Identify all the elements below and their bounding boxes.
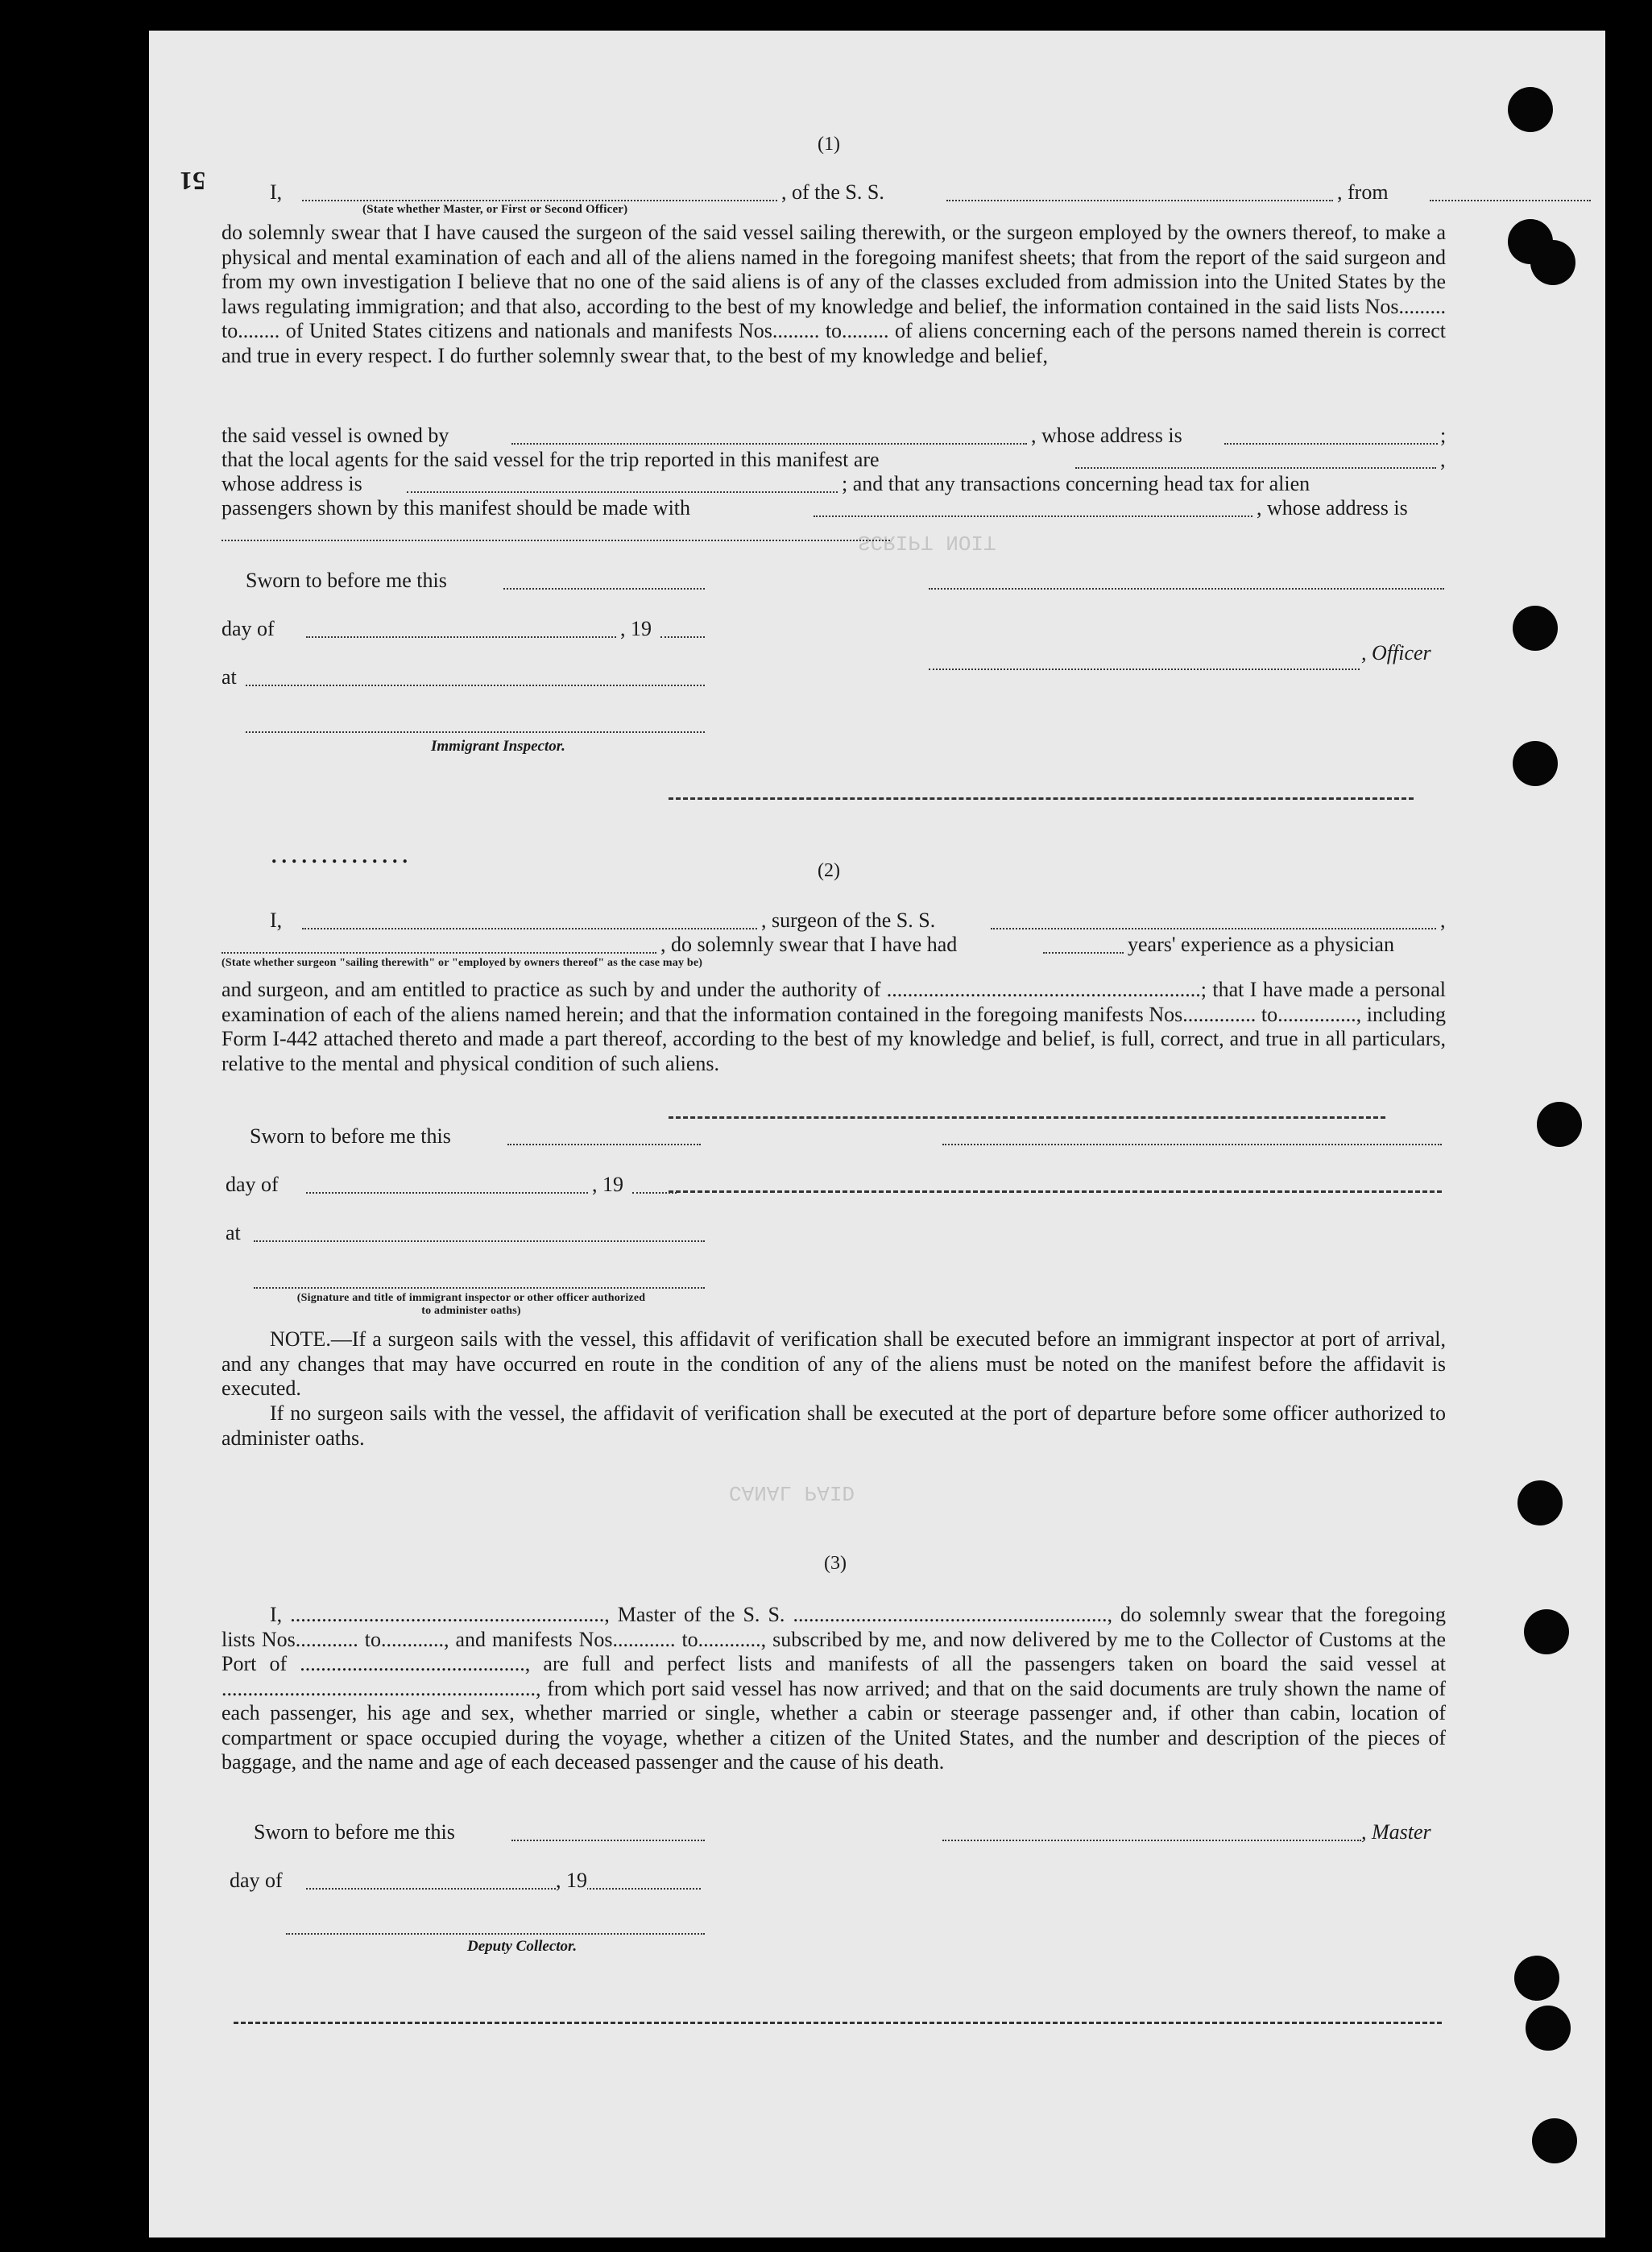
- punch-hole: [1508, 87, 1553, 132]
- fill-line: [511, 1840, 705, 1841]
- punctuation: ;: [1440, 424, 1447, 447]
- section-1-number: (1): [818, 134, 840, 155]
- fill-line: [286, 1933, 705, 1935]
- struck-line: [669, 1116, 1385, 1119]
- master-signature-line: [942, 1840, 1361, 1841]
- punctuation: ,: [1440, 448, 1446, 471]
- bleed-through-text: SCRIPT NOIT: [858, 530, 996, 554]
- caption-signature-text: (Signature and title of immigrant inspector or other officer authorized to administer oaths): [296, 1292, 646, 1317]
- section-2-number: (2): [818, 860, 840, 881]
- year-label-1: , 19: [620, 617, 652, 640]
- punch-hole: [1513, 606, 1558, 651]
- fill-line: [302, 928, 757, 929]
- fill-line: [222, 952, 656, 954]
- fill-line: [1075, 467, 1436, 469]
- fill-line: [1430, 200, 1591, 201]
- caption-role: (State whether Master, or First or Second Officer): [362, 203, 628, 216]
- punctuation: ,: [1440, 909, 1446, 932]
- day-of-label-1: day of: [222, 617, 275, 640]
- fill-line: [503, 588, 705, 590]
- punch-hole: [1532, 2118, 1577, 2163]
- sworn-label-2: Sworn to before me this: [250, 1124, 451, 1148]
- fill-line: [929, 588, 1444, 590]
- section-2-i: I,: [270, 909, 283, 932]
- sworn-label-3: Sworn to before me this: [254, 1820, 455, 1844]
- struck-line: [669, 797, 1414, 800]
- sworn-label-1: Sworn to before me this: [246, 569, 447, 592]
- fill-line: [246, 685, 705, 686]
- punch-hole: [1526, 2006, 1571, 2051]
- year-label-2: , 19: [592, 1173, 623, 1196]
- section-2-paragraph: and surgeon, and am entitled to practice as such by and under the authority of ............................................................; that I have made a personal examination of each of the aliens named herein; and that the information contained in the foregoing manifests Nos.............. to..............., including Form I-442 attached thereto and made a part thereof, according to the best of my knowledge and belief, is full, correct, and true in all particulars, relative to the mental and physical condition of such aliens.: [222, 978, 1446, 1075]
- at-label-2: at: [226, 1221, 241, 1244]
- fill-line: [306, 1888, 701, 1890]
- page-number: 51: [180, 167, 205, 196]
- note-text: —If a surgeon sails with the vessel, this affidavit of verification shall be executed before an immigrant inspector at port of arrival, and any changes that may have occurred en route in the condition of any of the aliens must be noted on the manifest before the affidavit is executed.: [222, 1327, 1446, 1400]
- struck-line: [669, 1190, 1442, 1193]
- punch-hole: [1514, 1956, 1559, 2001]
- whose-address-label: , whose address is: [1031, 424, 1182, 447]
- year-label-3: , 19: [556, 1869, 587, 1892]
- fill-line: [991, 928, 1436, 929]
- dotted-marks: ..............: [271, 844, 412, 867]
- fill-line: [511, 443, 1027, 445]
- solemnly-label: , do solemnly swear that I have had: [660, 933, 958, 956]
- punch-hole: [1537, 1102, 1582, 1147]
- passengers-made-with: passengers shown by this manifest should be made with: [222, 496, 691, 520]
- immigrant-inspector-label: Immigrant Inspector.: [431, 738, 565, 755]
- deputy-collector-label: Deputy Collector.: [467, 1938, 578, 1955]
- surgeon-of-label: , surgeon of the S. S.: [761, 909, 936, 932]
- day-of-label-3: day of: [230, 1869, 283, 1892]
- officer-signature-line: [929, 669, 1360, 670]
- caption-surgeon: (State whether surgeon "sailing therewith" or "employed by owners thereof" as the case may be): [222, 957, 703, 969]
- fill-line: [302, 200, 777, 201]
- punch-hole: [1524, 1609, 1569, 1654]
- fill-line: [306, 1192, 588, 1194]
- note-label: NOTE.: [270, 1327, 331, 1351]
- master-label: , Master: [1361, 1820, 1431, 1844]
- section-1-of-ss: , of the S. S.: [781, 180, 884, 204]
- fill-line: [254, 1287, 705, 1289]
- fill-line: [1043, 952, 1124, 954]
- bleed-through-text: CANAL PAID: [729, 1480, 855, 1505]
- officer-label: , Officer: [1361, 641, 1431, 664]
- fill-line: [946, 200, 1333, 201]
- section-1-i: I,: [270, 180, 283, 204]
- note-paragraph-2: If no surgeon sails with the vessel, the affidavit of verification shall be executed at the port of departure before some officer authorized to administer oaths.: [222, 1401, 1446, 1450]
- section-1-paragraph: do solemnly swear that I have caused the surgeon of the said vessel sailing therewith, or the surgeon employed by the owners thereof, to make a physical and mental examination of each and all of the aliens named in the foregoing manifest sheets; that from the report of the said surgeon and from my own investigation I believe that no one of the said aliens is of any of the classes excluded from admission into the United States by the laws regulating immigration; and that also, according to the best of my knowledge and belief, the information contained in the said lists Nos......... to........ of United States citizens and nationals and manifests Nos......... to......... of aliens concerning each of the persons named therein is correct and true in every respect. I do further solemnly swear that, to the best of my knowledge and belief,: [222, 221, 1446, 367]
- punch-hole: [1517, 1480, 1563, 1525]
- local-agents-label: that the local agents for the said vessel for the trip reported in this manifest are: [222, 448, 880, 471]
- fill-line: [942, 1144, 1442, 1145]
- fill-line: [660, 636, 705, 638]
- caption-signature: [294, 1292, 648, 1318]
- whose-address-is-end: , whose address is: [1257, 496, 1408, 520]
- struck-line: [234, 2022, 1442, 2024]
- fill-line: [507, 1144, 701, 1145]
- note-paragraph: [222, 1327, 1446, 1401]
- fill-line: [1224, 443, 1438, 445]
- punch-hole: [1513, 741, 1558, 786]
- fill-line: [246, 731, 705, 733]
- punch-hole: [1530, 240, 1575, 285]
- document-page: [149, 31, 1605, 2238]
- fill-line: [306, 636, 616, 638]
- at-label-1: at: [222, 665, 237, 689]
- section-1-from: , from: [1337, 180, 1389, 204]
- section-3-number: (3): [824, 1553, 847, 1574]
- fill-line: [254, 1240, 705, 1242]
- owned-by-label: the said vessel is owned by: [222, 424, 449, 447]
- fill-line: [222, 540, 890, 541]
- day-of-label-2: day of: [226, 1173, 279, 1196]
- fill-line: [814, 515, 1252, 517]
- section-3-paragraph: I, ............................................................, Master of the S. S. ............................................................, do solemnly swear that the foregoing lists Nos............ to............, and manifests Nos............ to............, subscribed by me, and now delivered by me to the Collector of Customs at the Port of ..........................................., are full and perfect lists and manifests of all the passengers taken on board the said vessel at ............................................................, from which port said vessel has now arrived; and that on the said documents are truly shown the name of each passenger, his age and sex, whether married or single, whether a cabin or steerage passenger and, if other than cabin, location of compartment or space occupied during the voyage, whether a citizen of the United States, and the number and description of the pieces of baggage, and the name and age of each deceased passenger and the cause of his death.: [222, 1603, 1446, 1774]
- head-tax-text: ; and that any transactions concerning head tax for alien: [842, 472, 1310, 495]
- fill-line: [407, 491, 838, 493]
- years-experience: years' experience as a physician: [1128, 933, 1394, 956]
- whose-address-is-label: whose address is: [222, 472, 362, 495]
